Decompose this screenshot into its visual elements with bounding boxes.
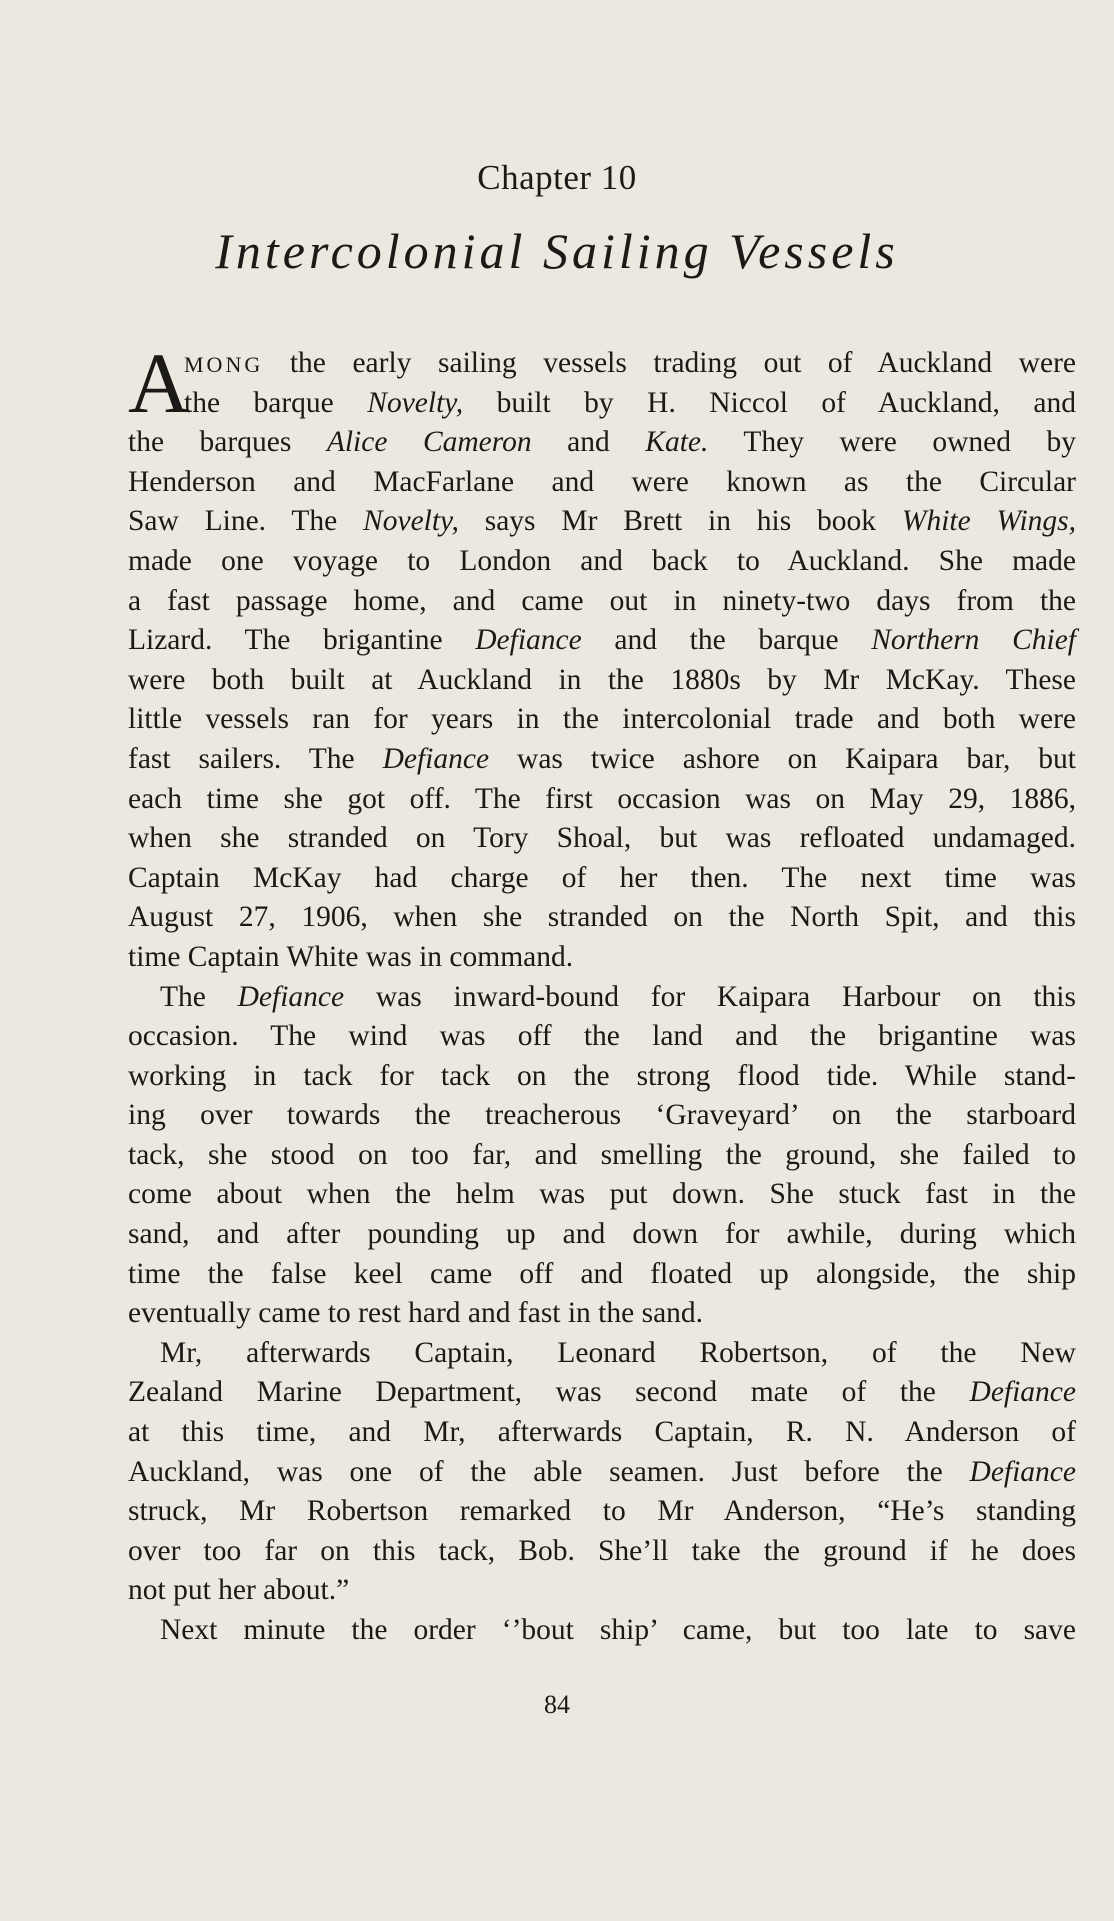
page-number: 84 (544, 1690, 570, 1719)
text-line: a fast passage home, and came out in ninety-two days from the (128, 584, 1076, 617)
ship-name: Defiance (475, 624, 582, 657)
text-line: Lizard. The brigantine Defiance and the barque Northern Chief (128, 624, 1076, 657)
text-line: August 27, 1906, when she stranded on the North Spit, and this (128, 901, 1076, 934)
text-line: Zealand Marine Department, was second mate of the Defiance (128, 1376, 1076, 1409)
text-line: little vessels ran for years in the intercolonial trade and both were (128, 703, 1076, 736)
text-line: the barques Alice Cameron and Kate. They were owned by (128, 426, 1077, 459)
text-line: ing over towards the treacherous ‘Graveyard’ on the starboard (128, 1099, 1076, 1132)
drop-cap: A (128, 335, 191, 431)
text-line: Auckland, was one of the able seamen. Just before the Defiance (128, 1455, 1076, 1488)
text-line: Saw Line. The Novelty, says Mr Brett in his book White Wings, (128, 505, 1077, 538)
ship-name: Novelty, (363, 505, 459, 538)
text-line: MONG the early sailing vessels trading out of Auckland were (184, 347, 1076, 379)
text-line: occasion. The wind was off the land and the brigantine was (128, 1020, 1076, 1053)
text-line: Mr, afterwards Captain, Leonard Robertson, of the New (160, 1336, 1076, 1369)
text-line: not put her about.” (128, 1574, 350, 1607)
text-line: sand, and after pounding up and down for awhile, during which (128, 1218, 1076, 1251)
ship-name: Northern Chief (871, 624, 1076, 657)
text-line: eventually came to rest hard and fast in the sand. (128, 1297, 704, 1330)
text-line: come about when the helm was put down. She stuck fast in the (128, 1178, 1076, 1211)
ship-name: Defiance (969, 1376, 1076, 1409)
text-line: working in tack for tack on the strong flood tide. While stand- (128, 1059, 1076, 1092)
ship-name: Defiance (237, 980, 345, 1013)
ship-name: Kate. (645, 426, 709, 459)
ship-name: Defiance (969, 1455, 1076, 1488)
text-line: Next minute the order ‘’bout ship’ came, but too late to save (160, 1614, 1076, 1646)
text-line: Henderson and MacFarlane and were known as the Circular (128, 465, 1076, 498)
ship-name: Novelty, (367, 386, 464, 419)
text-line: made one voyage to London and back to Auckland. She made (128, 544, 1076, 577)
text-line: time the false keel came off and floated up alongside, the ship (128, 1257, 1076, 1290)
text-line: were both built at Auckland in the 1880s by Mr McKay. These (128, 663, 1076, 696)
ship-name: Alice Cameron (326, 426, 532, 459)
text-line: at this time, and Mr, afterwards Captain, R. N. Anderson of (128, 1416, 1076, 1449)
text-line: fast sailers. The Defiance was twice ashore on Kaipara bar, but (128, 742, 1076, 775)
text-line: tack, she stood on too far, and smelling the ground, she failed to (128, 1138, 1076, 1171)
text-line: struck, Mr Robertson remarked to Mr Anderson, “He’s standing (128, 1495, 1076, 1528)
ship-name: Defiance (382, 742, 490, 775)
text-line: when she stranded on Tory Shoal, but was refloated undamaged. (128, 822, 1076, 855)
book-title: White Wings, (901, 505, 1077, 538)
chapter-number: Chapter 10 (477, 158, 637, 197)
text-line: The Defiance was inward-bound for Kaipara Harbour on this (160, 980, 1076, 1013)
chapter-body (128, 335, 1077, 1651)
text-line: Captain McKay had charge of her then. The next time was (128, 861, 1076, 894)
text-line: each time she got off. The first occasion was on May 29, 1886, (128, 782, 1076, 815)
chapter-title: Intercolonial Sailing Vessels (215, 223, 899, 279)
text-line: time Captain White was in command. (128, 940, 574, 973)
text-line: over too far on this tack, Bob. She’ll take the ground if he does (128, 1534, 1076, 1567)
text-line: the barque Novelty, built by H. Niccol of Auckland, and (184, 386, 1076, 419)
